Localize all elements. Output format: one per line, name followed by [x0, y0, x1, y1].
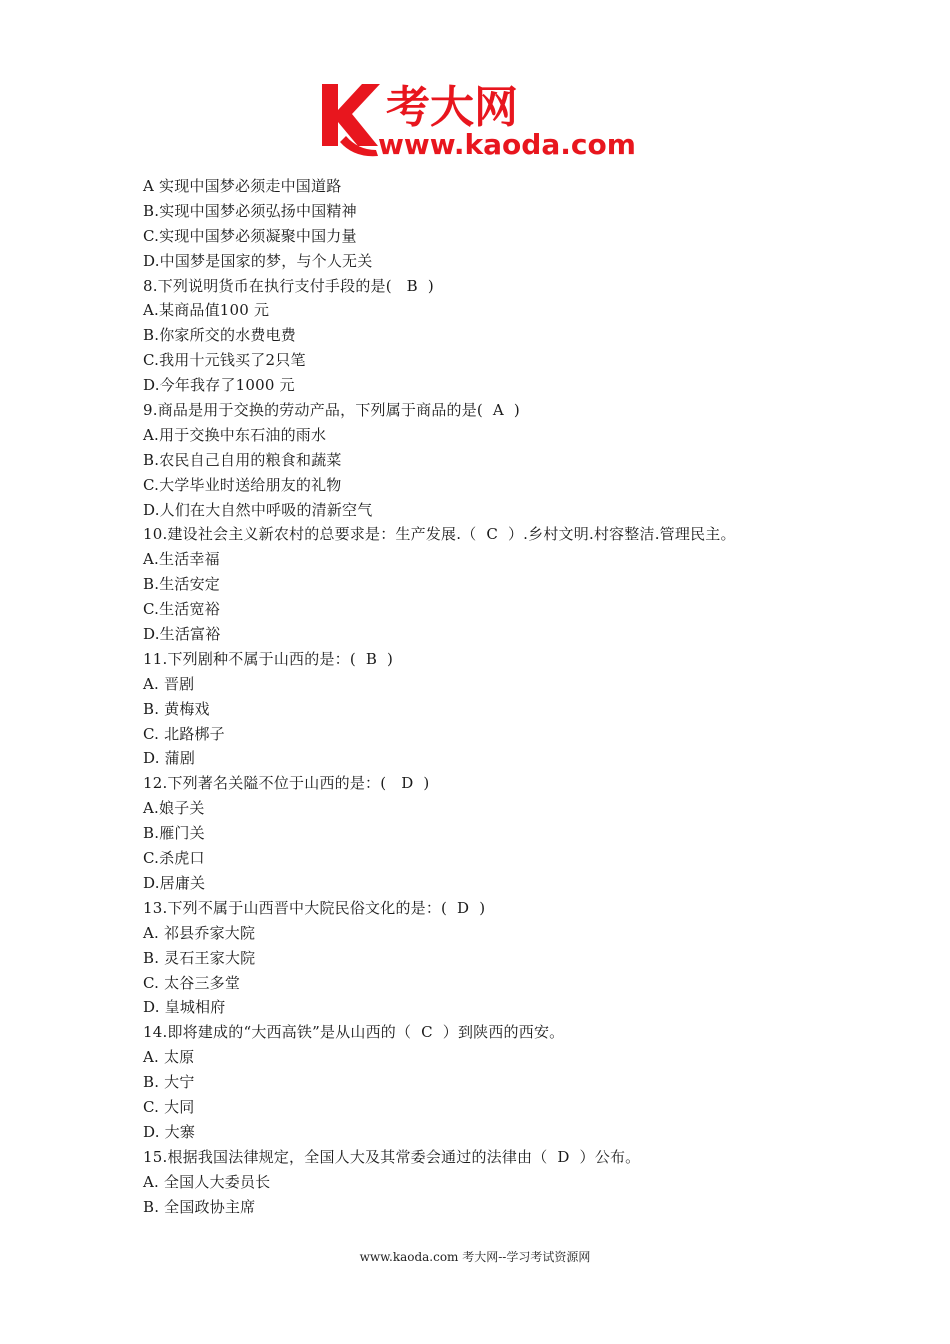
option-line: D. 蒲剧 — [143, 749, 196, 768]
question-line: 8.下列说明货币在执行支付手段的是( B ) — [143, 276, 434, 295]
kaoda-logo — [318, 76, 638, 160]
option-line: D. 大寨 — [143, 1122, 196, 1141]
option-line: D.今年我存了1000 元 — [143, 376, 295, 395]
option-line: A.生活幸福 — [143, 550, 220, 569]
question-line: 12.下列著名关隘不位于山西的是：( D ) — [143, 774, 430, 793]
option-line: A.娘子关 — [143, 799, 205, 818]
page-footer: www.kaoda.com 考大网--学习考试资源网 — [359, 1250, 591, 1264]
option-line: C.杀虎口 — [143, 849, 205, 868]
question-line: 10.建设社会主义新农村的总要求是：生产发展.（ C ）.乡村文明.村容整洁.管理民主。 — [143, 525, 736, 544]
question-line: 15.根据我国法律规定，全国人大及其常委会通过的法律由（ D ）公布。 — [143, 1147, 641, 1166]
option-line: B.实现中国梦必须弘扬中国精神 — [143, 201, 357, 220]
option-line: C. 大同 — [143, 1097, 195, 1116]
option-line: A. 太原 — [143, 1048, 195, 1067]
question-line: 11.下列剧种不属于山西的是：( B ) — [143, 649, 394, 668]
option-line: A.用于交换中东石油的雨水 — [143, 425, 327, 444]
option-line: B. 黄梅戏 — [143, 699, 210, 718]
question-line: 9.商品是用于交换的劳动产品，下列属于商品的是( A ) — [143, 401, 520, 420]
option-line: C.实现中国梦必须凝聚中国力量 — [143, 226, 357, 245]
document-body — [143, 174, 843, 1219]
question-line: 14.即将建成的“大西高铁”是从山西的（ C ）到陕西的西安。 — [143, 1023, 565, 1042]
option-line: C. 太谷三多堂 — [143, 973, 241, 992]
option-line: B.雁门关 — [143, 824, 205, 843]
option-line: B.农民自己自用的粮食和蔬菜 — [143, 450, 342, 469]
logo-chinese-text: 考大网 — [386, 82, 518, 133]
option-line: B. 灵石王家大院 — [143, 948, 256, 967]
option-line: D.居庸关 — [143, 873, 206, 892]
option-line: D. 皇城相府 — [143, 998, 226, 1017]
option-line: C.大学毕业时送给朋友的礼物 — [143, 475, 342, 494]
option-line: A.某商品值100 元 — [143, 301, 270, 320]
logo-k-mark — [322, 84, 380, 146]
option-line: B. 大宁 — [143, 1073, 195, 1092]
option-line: C. 北路梆子 — [143, 724, 225, 743]
kaoda-logo-graphic — [318, 76, 638, 160]
option-line: C.我用十元钱买了2只笔 — [143, 351, 306, 370]
option-line: A. 全国人大委员长 — [143, 1172, 271, 1191]
option-line: D.人们在大自然中呼吸的清新空气 — [143, 500, 373, 519]
option-line: B.你家所交的水费电费 — [143, 326, 296, 345]
option-line: A. 晋剧 — [143, 674, 195, 693]
option-line: B.生活安定 — [143, 575, 220, 594]
option-line: B. 全国政协主席 — [143, 1197, 256, 1216]
option-line: D.中国梦是国家的梦，与个人无关 — [143, 251, 373, 270]
question-line: 13.下列不属于山西晋中大院民俗文化的是：( D ) — [143, 898, 486, 917]
logo-url-text: www.kaoda.com — [378, 128, 636, 160]
option-line: A 实现中国梦必须走中国道路 — [143, 177, 342, 195]
option-line: A. 祁县乔家大院 — [143, 923, 256, 942]
option-line: C.生活宽裕 — [143, 600, 220, 619]
option-line: D.生活富裕 — [143, 625, 221, 644]
